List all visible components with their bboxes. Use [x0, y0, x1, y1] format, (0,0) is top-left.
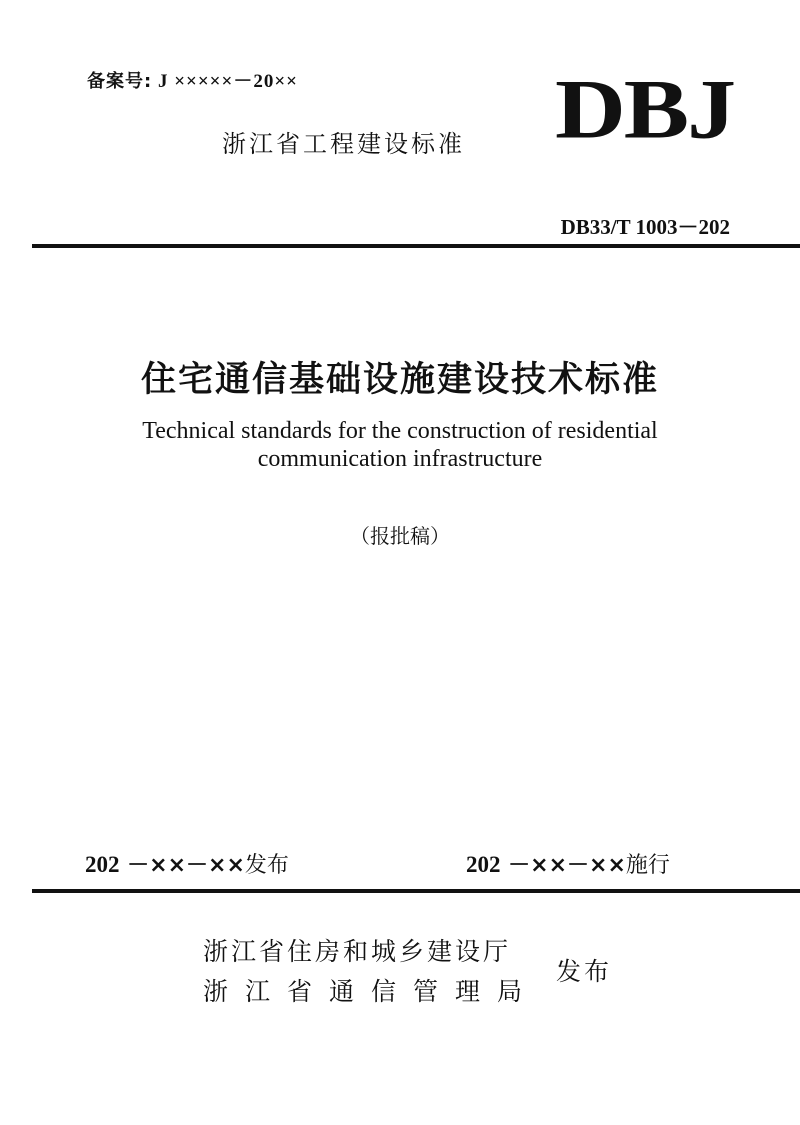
issue-date-label: 发布	[244, 853, 289, 878]
english-title-line-1: Technical standards for the construction of residential	[142, 418, 658, 444]
record-number-separator: :	[144, 71, 153, 92]
dbj-logo: DBJ	[555, 63, 735, 157]
issuer-housing-department: 浙江省住房和城乡建设厅	[203, 937, 512, 966]
issue-date-rest: －××－××	[127, 853, 245, 878]
english-title	[0, 417, 800, 473]
draft-status: （报批稿）	[350, 524, 450, 548]
effective-date-rest: －××－××	[508, 853, 626, 878]
issuer-communications-bureau: 浙江省通信管理局	[203, 977, 540, 1006]
effective-date-label: 施行	[625, 853, 670, 878]
effective-date	[466, 848, 670, 879]
publish-label: 发布	[556, 957, 613, 986]
effective-date-year: 202	[466, 852, 501, 877]
bottom-divider	[32, 889, 800, 893]
issue-date-year: 202	[85, 852, 120, 877]
page-title: 住宅通信基础设施建设技术标准	[140, 360, 659, 400]
english-title-line-2: communication infrastructure	[257, 446, 543, 472]
standard-number: DB33/T 1003－202	[560, 215, 730, 239]
top-divider	[32, 244, 800, 248]
standard-category: 浙江省工程建设标准	[222, 130, 465, 158]
issue-date	[85, 848, 289, 879]
record-number-label: 备案号	[87, 71, 144, 92]
record-number-value: J ×××××－20××	[157, 71, 298, 92]
record-number	[87, 66, 298, 93]
